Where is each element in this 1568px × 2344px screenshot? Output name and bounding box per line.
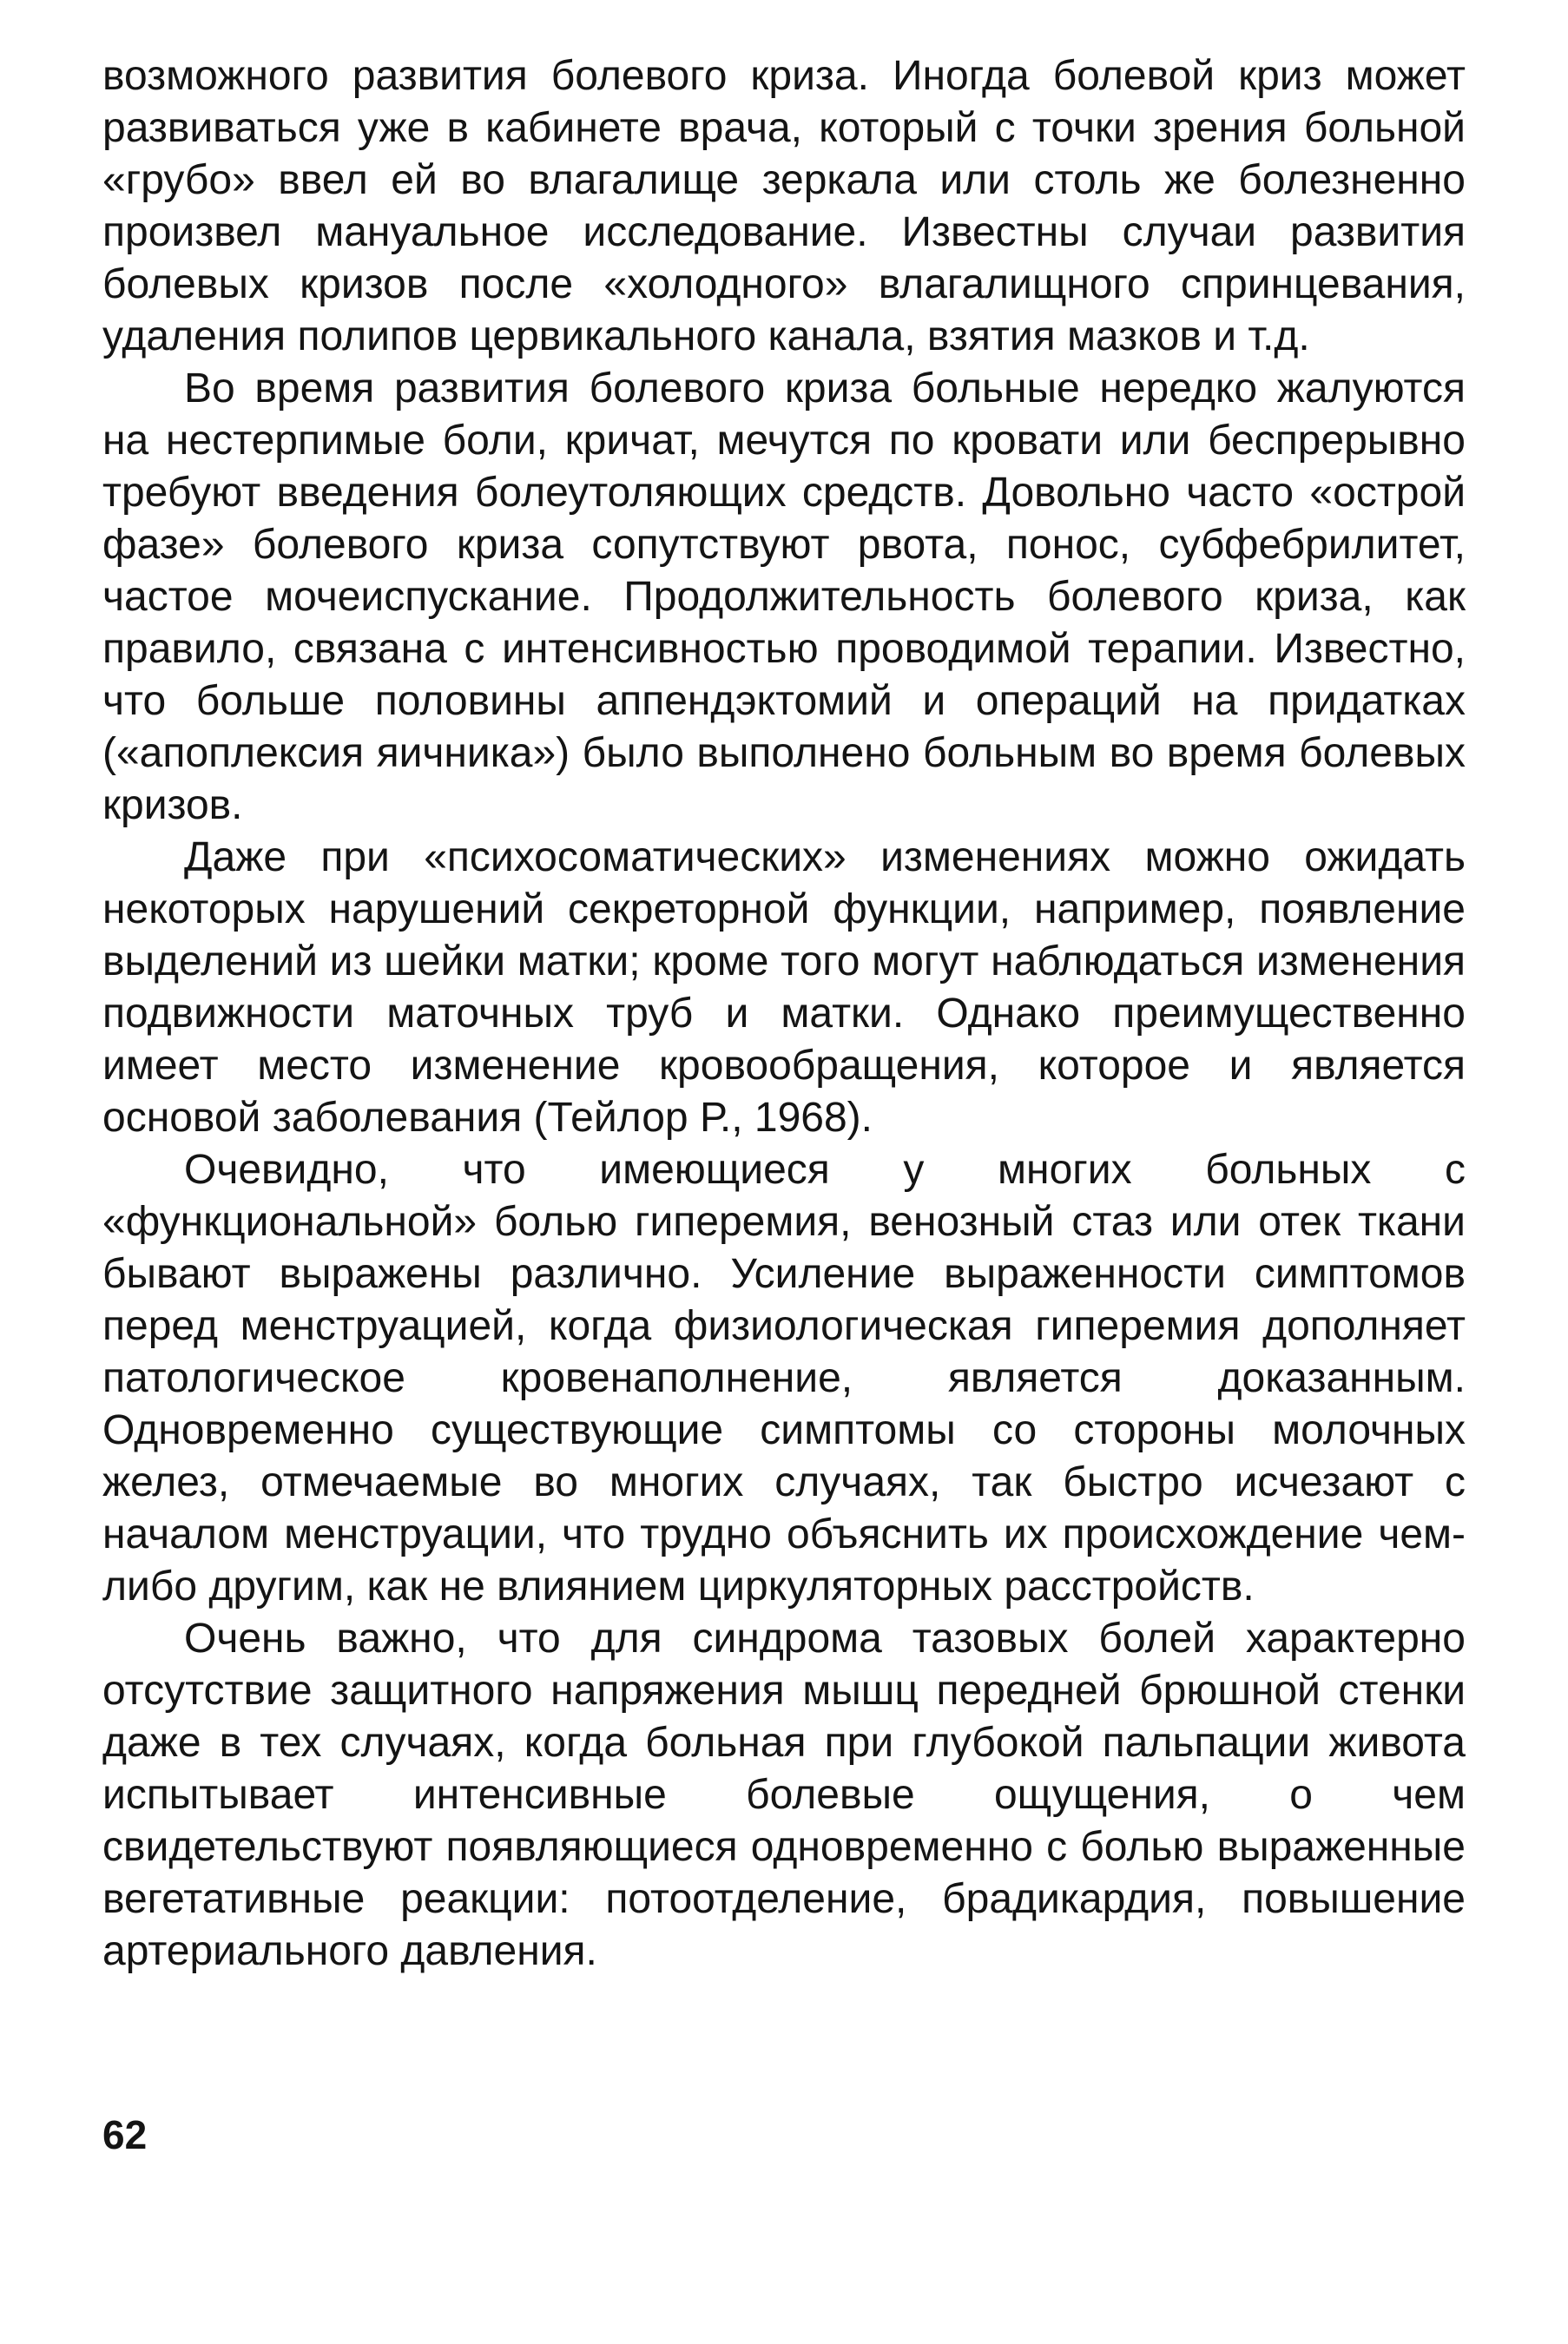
paragraph-pelvic-syndrome: Очень важно, что для синдрома тазовых болей характерно отсутствие защитного напряжения мышц передней брюшной стенки даже в тех случаях, когда больная при глубокой пальпации живота испытывает интенсивные болевые ощущения, о чем свидетельствуют появляющиеся одновременно с болью выраженные вегетативные реакции: потоотделение, брадикардия, повышение артериального давления. bbox=[102, 1616, 1466, 1974]
page-number: 62 bbox=[102, 2112, 148, 2157]
body-text bbox=[102, 50, 1466, 1978]
paragraph-functional-pain: Очевидно, что имеющиеся у многих больных с «функциональной» болью гиперемия, венозный стаз или отек ткани бывают выражены различно. Усиление выраженности симптомов перед менструацией, когда физиологическая гиперемия дополняет патологическое кровенаполнение, является доказанным. Одновременно существующие симптомы со стороны молочных желез, отмечаемые во многих случаях, так быстро исчезают с началом менструации, что трудно объяснить их происхождение чем-либо другим, как не влиянием циркуляторных расстройств. bbox=[102, 1147, 1466, 1610]
paragraph-psychosomatic: Даже при «психосоматических» изменениях можно ожидать некоторых нарушений секреторной функции, например, появление выделений из шейки матки; кроме того могут наблюдаться изменения подвижности маточных труб и матки. Однако преимущественно имеет место изменение кровообращения, которое и является основой заболевания (Тейлор Р., 1968). bbox=[102, 834, 1466, 1141]
paragraph-continuation: возможного развития болевого криза. Иногда болевой криз может развиваться уже в кабинете врача, который с точки зрения больной «грубо» ввел ей во влагалище зеркала или столь же болезненно произвел мануальное исследование. Известны случаи развития болевых кризов после «холодного» влагалищного спринцевания, удаления полипов цервикального канала, взятия мазков и т.д. bbox=[102, 53, 1466, 359]
paragraph-pain-crisis: Во время развития болевого криза больные нередко жалуются на нестерпимые боли, кричат, мечутся по кровати или беспрерывно требуют введения болеутоляющих средств. Довольно часто «острой фазе» болевого криза сопутствуют рвота, понос, субфебрилитет, частое мочеиспускание. Продолжительность болевого криза, как правило, связана с интенсивностью проводимой терапии. Известно, что больше половины аппендэктомий и операций на придатках («апоплексия яичника») было выполнено больным во время болевых кризов. bbox=[102, 365, 1466, 828]
